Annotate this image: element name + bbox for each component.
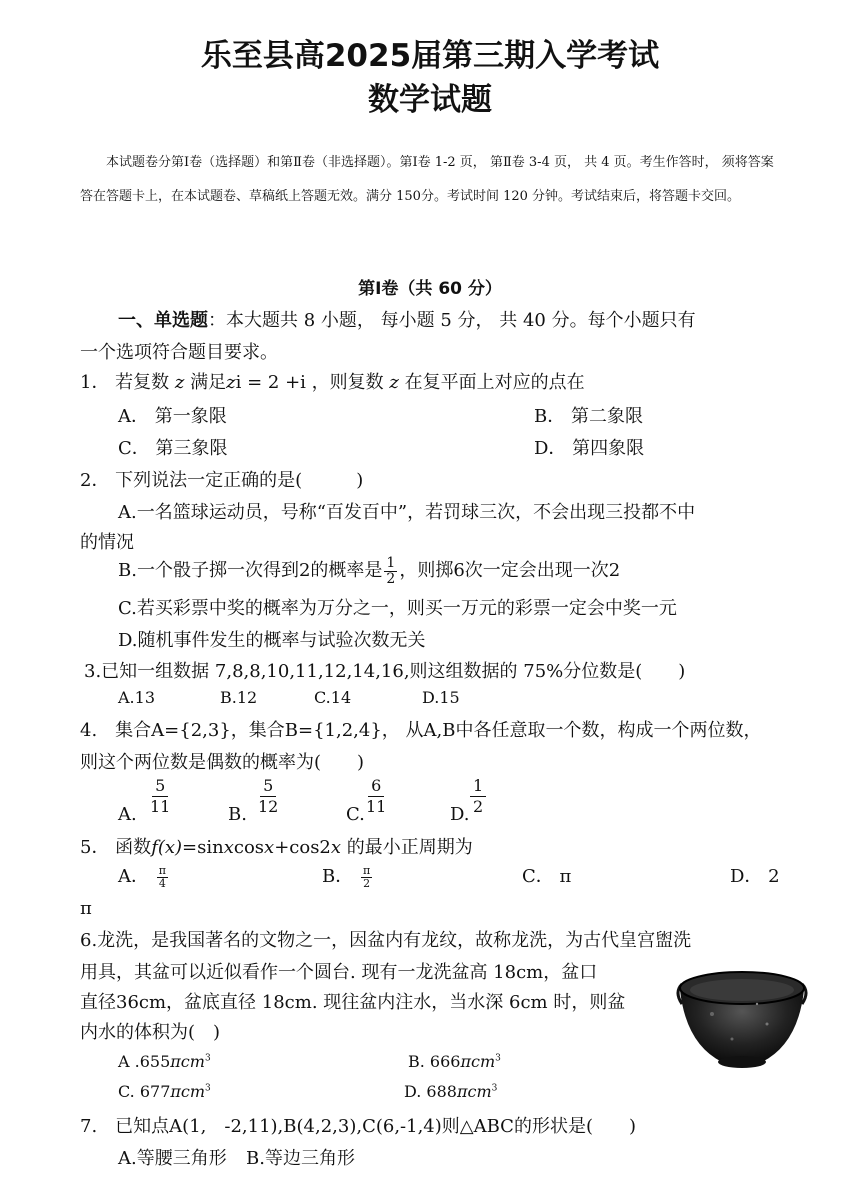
question-4-stem-cont: 则这个两位数是偶数的概率为( ) [80, 752, 365, 773]
q1-option-b: B． 第二象限 [534, 406, 643, 427]
question-4-stem: 4. 集合A={2,3}，集合B={1,2,4}， 从A,B中各任意取一个数，构成一个两位数， [80, 720, 762, 741]
q4-option-a-fraction: 5 11 [150, 776, 171, 816]
intro-paragraph: 本试题卷分第Ⅰ卷（选择题）和第Ⅱ卷（非选择题）。第Ⅰ卷 1-2 页， 第Ⅱ卷 3-4 页， 共 4 页。考生作答时， 须将答案答在答题卡上，在本试题卷、草稿纸上答题无效。满分 150分。考试时间 120 分钟。考试结束后，将答题卡交回。 [80, 155, 774, 204]
q7-option-a: A.等腰三角形 [118, 1148, 227, 1169]
question-7-stem: 7. 已知点A(1, -2,11),B(4,2,3),C(6,-1,4)则△ABC的形状是( ) [80, 1116, 636, 1137]
q6-option-b: B. 666πcm$^3$ [408, 1052, 501, 1071]
q4-option-c-label: C. [346, 804, 365, 825]
q6-option-a: A .655πcm$^3$ [118, 1052, 211, 1071]
q5-option-b: B． $\frac{\pi}{2}$ [322, 863, 371, 890]
q3-option-d: D.15 [422, 688, 460, 707]
exam-title: 乐至县高2025届第三期入学考试 [200, 38, 660, 74]
q4-option-c-fraction: 6 11 [366, 776, 387, 816]
q5-option-d: D． 2 [730, 866, 780, 887]
q6-option-d: D. 688πcm$^3$ [404, 1082, 498, 1101]
question-2-stem: 2． 下列说法一定正确的是( ) [80, 470, 364, 491]
question-6-stem-4: 内水的体积为( ) [80, 1022, 221, 1043]
question-5-stem: 5． 函数f(x)=sinxcosx+cos2x 的最小正周期为 [80, 837, 473, 858]
dragon-basin-image [672, 954, 812, 1074]
question-6-stem-3: 直径36cm，盆底直径 18cm. 现往盆内注水，当水深 6cm 时，则盆 [80, 992, 626, 1013]
part-label: 一、单选题 [118, 310, 208, 331]
q2-option-a-cont: 的情况 [80, 532, 134, 553]
q3-option-b: B.12 [220, 688, 258, 707]
q4-option-b-label: B. [228, 804, 247, 825]
q2-option-b: B.一个骰子掷一次得到2的概率是 $\frac{1}{2}$ ，则掷6次一定会出现一次2 [118, 555, 621, 587]
q5-option-d-wrap: π [80, 898, 92, 919]
q2-option-a: A.一名篮球运动员，号称“百发百中”，若罚球三次，不会出现三投都不中 [118, 502, 696, 523]
q1-option-a: A． 第一象限 [118, 406, 227, 427]
exam-subtitle: 数学试题 [368, 82, 492, 118]
q4-option-d-fraction: 1 2 [470, 776, 486, 817]
q3-option-a: A.13 [118, 688, 155, 707]
q5-option-a: A． $\frac{\pi}{4}$ [118, 863, 166, 890]
question-6-stem-2: 用具，其盆可以近似看作一个圆台. 现有一龙洗盆高 18cm，盆口 [80, 962, 598, 983]
q3-option-c: C.14 [314, 688, 352, 707]
q1-option-c: C． 第三象限 [118, 438, 228, 459]
part-text: ：本大题共 8 小题， 每小题 5 分， 共 40 分。每个小题只有 [208, 310, 696, 331]
section-heading: 第Ⅰ卷（共 60 分） [358, 279, 502, 299]
question-1-stem: 1． 若复数 z 满足zi = 2 +i ，则复数 z 在复平面上对应的点在 [80, 372, 585, 393]
question-3-stem: 3.已知一组数据 7,8,8,10,11,12,14,16,则这组数据的 75%分位数是( ) [84, 661, 686, 682]
q5-option-c: C． π [522, 866, 572, 887]
q7-option-b: B.等边三角形 [246, 1148, 355, 1169]
part-instruction-cont: 一个选项符合题目要求。 [80, 342, 278, 363]
q4-option-a-label: A. [118, 804, 137, 825]
part-instruction [118, 306, 696, 332]
q4-option-b-fraction: 5 12 [258, 776, 279, 816]
q4-option-d-label: D. [450, 804, 470, 825]
q2-option-c: C.若买彩票中奖的概率为万分之一，则买一万元的彩票一定会中奖一元 [118, 598, 677, 619]
q6-option-c: C. 677πcm$^3$ [118, 1082, 211, 1101]
fraction-one-half: $\frac{1}{2}$ [386, 555, 396, 587]
q1-option-d: D． 第四象限 [534, 438, 645, 459]
question-6-stem: 6.龙洗，是我国著名的文物之一，因盆内有龙纹，故称龙洗，为古代皇宫盥洗 [80, 930, 692, 951]
q2-option-d: D.随机事件发生的概率与试验次数无关 [118, 630, 426, 651]
